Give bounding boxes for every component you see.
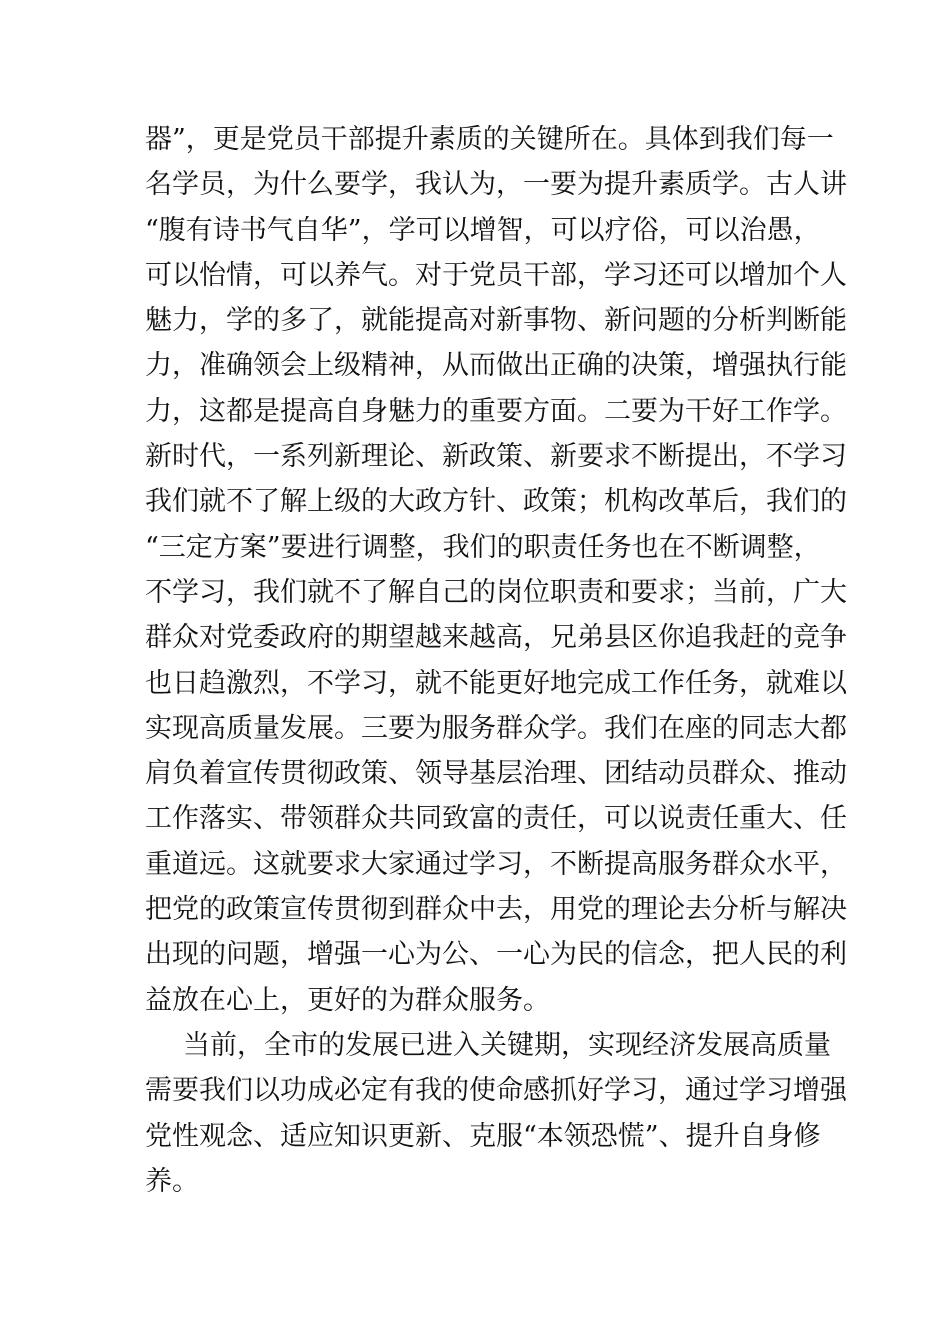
text-line: 党性观念、适应知识更新、克服“本领恐慌”、提升自身修 bbox=[145, 1120, 821, 1152]
text-line: 魅力，学的多了，就能提高对新事物、新问题的分析判断能 bbox=[145, 305, 847, 337]
text-line: 工作落实、带领群众共同致富的责任，可以说责任重大、任 bbox=[145, 803, 847, 835]
text-line: 实现高质量发展。三要为服务群众学。我们在座的同志大都 bbox=[145, 712, 847, 744]
text-line: 养。 bbox=[145, 1165, 199, 1197]
text-line: 肩负着宣传贯彻政策、领导基层治理、团结动员群众、推动 bbox=[145, 758, 847, 790]
paragraph bbox=[145, 1023, 847, 1204]
text-line: “三定方案”要进行调整，我们的职责任务也在不断调整， bbox=[145, 531, 821, 563]
text-line: 力，准确领会上级精神，从而做出正确的决策，增强执行能 bbox=[145, 350, 847, 382]
paragraph bbox=[145, 117, 847, 1023]
text-line: 力，这都是提高自身魅力的重要方面。二要为干好工作学。 bbox=[145, 395, 847, 427]
text-line: 新时代，一系列新理论、新政策、新要求不断提出，不学习 bbox=[145, 441, 847, 473]
text-line: 需要我们以功成必定有我的使命感抓好学习，通过学习增强 bbox=[145, 1075, 847, 1107]
text-line: 可以怡情，可以养气。对于党员干部，学习还可以增加个人 bbox=[145, 259, 847, 291]
text-line: “腹有诗书气自华”，学可以增智，可以疗俗，可以治愚， bbox=[145, 214, 821, 246]
text-line: 也日趋激烈，不学习，就不能更好地完成工作任务，就难以 bbox=[145, 667, 847, 699]
text-line: 我们就不了解上级的大政方针、政策；机构改革后，我们的 bbox=[145, 486, 847, 518]
text-line: 当前，全市的发展已进入关键期，实现经济发展高质量 bbox=[183, 1029, 831, 1061]
text-line: 重道远。这就要求大家通过学习，不断提高服务群众水平， bbox=[145, 848, 847, 880]
text-line: 器”，更是党员干部提升素质的关键所在。具体到我们每一 bbox=[145, 124, 834, 155]
text-line: 不学习，我们就不了解自己的岗位职责和要求；当前，广大 bbox=[145, 576, 847, 608]
text-line: 出现的问题，增强一心为公、一心为民的信念，把人民的利 bbox=[145, 939, 847, 971]
text-line: 群众对党委政府的期望越来越高，兄弟县区你追我赶的竞争 bbox=[145, 622, 847, 654]
text-line: 益放在心上，更好的为群众服务。 bbox=[145, 984, 550, 1016]
text-line: 名学员，为什么要学，我认为，一要为提升素质学。古人讲 bbox=[145, 169, 847, 201]
text-line: 把党的政策宣传贯彻到群众中去，用党的理论去分析与解决 bbox=[145, 894, 847, 926]
body-text bbox=[145, 117, 847, 1204]
